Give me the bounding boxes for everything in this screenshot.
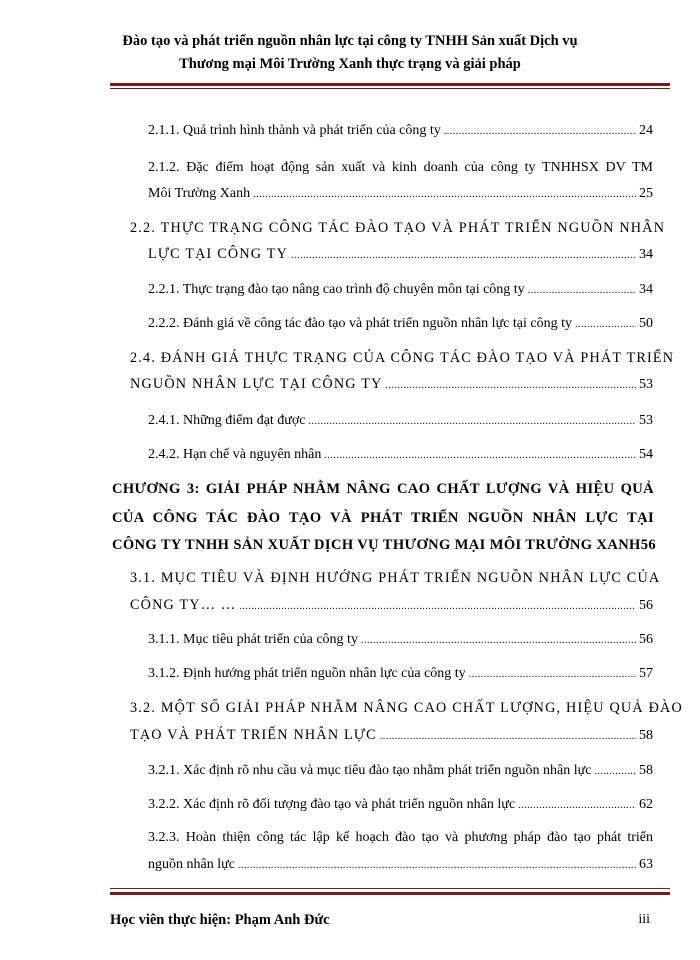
footer-author: Học viên thực hiện: Phạm Anh Đức <box>110 912 330 928</box>
toc-page-number: 56 <box>639 632 653 647</box>
toc-entry-2-4-2[interactable] <box>148 447 653 463</box>
chapter-3-line3[interactable] <box>112 537 657 554</box>
dot-leader <box>380 731 636 742</box>
toc-entry-text: TẠO VÀ PHÁT TRIỂN NHÂN LỰC <box>130 727 377 743</box>
toc-entry-3-2-3[interactable] <box>148 857 653 873</box>
toc-page-number: 54 <box>639 447 653 462</box>
dot-leader <box>575 319 636 330</box>
toc-entry-3-1-2[interactable] <box>148 666 653 682</box>
toc-page-number: 58 <box>639 763 653 778</box>
dot-leader <box>469 669 636 680</box>
toc-entry-text: 2.4.2. Hạn chế và nguyên nhân <box>148 447 322 462</box>
toc-page-number: 25 <box>639 186 653 201</box>
toc-page-number: 24 <box>639 123 653 138</box>
dot-leader <box>324 450 636 461</box>
toc-entry-2-4[interactable] <box>130 376 653 393</box>
dot-leader <box>361 635 636 646</box>
footer-rule-thin <box>110 888 670 889</box>
toc-entry-2-2-1[interactable] <box>148 282 653 298</box>
toc-entry-3-1[interactable] <box>130 597 653 614</box>
toc-entry-text: 3.1.1. Mục tiêu phát triển của công ty <box>148 632 358 647</box>
dot-leader <box>528 285 636 296</box>
toc-entry-text: LỰC TẠI CÔNG TY <box>148 246 289 262</box>
toc-entry-text: 3.2.2. Xác định rõ đối tượng đào tạo và phát triển nguồn nhân lực <box>148 797 516 812</box>
dot-leader <box>386 380 636 391</box>
toc-entry-text: NGUỒN NHÂN LỰC TẠI CÔNG TY <box>130 376 383 392</box>
header-title <box>100 30 600 76</box>
toc-entry-2-2-line1[interactable]: 2.2. THỰC TRẠNG CÔNG TÁC ĐÀO TẠO VÀ PHÁT TRIỂN NGUỒN NHÂN <box>130 220 666 236</box>
dot-leader <box>239 601 636 612</box>
chapter-3-line1[interactable]: CHƯƠNG 3: GIẢI PHÁP NHẰM NÂNG CAO CHẤT LƯỢNG VÀ HIỆU QUẢ <box>112 481 654 497</box>
toc-entry-2-1-1[interactable] <box>148 123 653 139</box>
toc-entry-text: 2.2.1. Thực trạng đào tạo nâng cao trình độ chuyên môn tại công ty <box>148 282 525 297</box>
header-title-line1: Đào tạo và phát triển nguồn nhân lực tại công ty TNHH Sản xuất Dịch vụ <box>122 33 578 49</box>
toc-page-number: 34 <box>639 247 653 262</box>
toc-entry-2-1-2[interactable] <box>148 186 653 202</box>
toc-entry-3-2-3-line1[interactable]: 3.2.3. Hoàn thiện công tác lập kế hoạch đào tạo và phương pháp đào tạo phát triển <box>148 830 653 845</box>
header-rule-thick <box>110 83 670 86</box>
toc-entry-text: 2.4.1. Những điểm đạt được <box>148 413 306 428</box>
dot-leader <box>238 860 636 871</box>
dot-leader <box>291 250 636 261</box>
toc-entry-3-2-1[interactable] <box>148 763 653 779</box>
toc-page-number: 62 <box>639 797 653 812</box>
chapter-3-title-text: CÔNG TY TNHH SẢN XUẤT DỊCH VỤ THƯƠNG MẠI MÔI TRƯỜNG XANH <box>112 537 641 553</box>
toc-page-number: 50 <box>639 316 653 331</box>
toc-entry-3-2-line1[interactable]: 3.2. MỘT SỐ GIẢI PHÁP NHẰM NÂNG CAO CHẤT LƯỢNG, HIỆU QUẢ ĐÀO <box>130 700 683 716</box>
toc-entry-3-2-2[interactable] <box>148 797 653 813</box>
toc-entry-text: 2.2.2. Đánh giá về công tác đào tạo và phát triển nguồn nhân lực tại công ty <box>148 316 572 331</box>
toc-entry-text: 2.1.1. Quá trình hình thành và phát triển của công ty <box>148 123 441 138</box>
dot-leader <box>594 766 636 777</box>
toc-page-number: 34 <box>639 282 653 297</box>
toc-entry-3-2[interactable] <box>130 727 653 744</box>
toc-entry-2-4-line1[interactable]: 2.4. ĐÁNH GIÁ THỰC TRẠNG CỦA CÔNG TÁC ĐÀO TẠO VÀ PHÁT TRIỂN <box>130 350 675 366</box>
toc-entry-2-4-1[interactable] <box>148 413 653 429</box>
footer-page-number: iii <box>638 912 650 927</box>
toc-entry-2-2-2[interactable] <box>148 316 653 332</box>
toc-entry-3-1-line1[interactable]: 3.1. MỤC TIÊU VÀ ĐỊNH HƯỚNG PHÁT TRIỂN NGUỒN NHÂN LỰC CỦA <box>130 570 661 586</box>
toc-entry-text: 3.1.2. Định hướng phát triển nguồn nhân lực của công ty <box>148 666 466 681</box>
dot-leader <box>518 800 636 811</box>
toc-page-number: 53 <box>639 413 653 428</box>
toc-entry-text: nguồn nhân lực <box>148 857 235 872</box>
header-title-line2: Thương mại Môi Trường Xanh thực trạng và giải pháp <box>179 56 521 72</box>
toc-entry-text: CÔNG TY… … <box>130 597 237 613</box>
toc-entry-text: Môi Trường Xanh <box>148 186 251 201</box>
chapter-3-line2[interactable]: CỦA CÔNG TÁC ĐÀO TẠO VÀ PHÁT TRIỂN NGUỒN NHÂN LỰC TẠI <box>112 510 654 526</box>
toc-entry-text: 3.2.1. Xác định rõ nhu cầu và mục tiêu đào tạo nhằm phát triển nguồn nhân lực <box>148 763 592 778</box>
toc-page-number: 53 <box>639 377 653 392</box>
toc-page-number: 58 <box>639 728 653 743</box>
toc-entry-2-2[interactable] <box>148 246 653 263</box>
toc-page-number: 63 <box>639 857 653 872</box>
header-rule-thin <box>110 88 670 89</box>
dot-leader <box>309 416 637 427</box>
dot-leader <box>253 189 636 200</box>
toc-page-number: 57 <box>639 666 653 681</box>
toc-page-number: 56 <box>639 598 653 613</box>
footer-rule-thick <box>110 892 670 895</box>
toc-page-number: 56 <box>640 537 657 553</box>
toc-entry-3-1-1[interactable] <box>148 632 653 648</box>
toc-entry-2-1-2-line1[interactable]: 2.1.2. Đặc điểm hoạt động sản xuất và kinh doanh của công ty TNHHSX DV TM <box>148 160 653 175</box>
dot-leader <box>444 126 636 137</box>
